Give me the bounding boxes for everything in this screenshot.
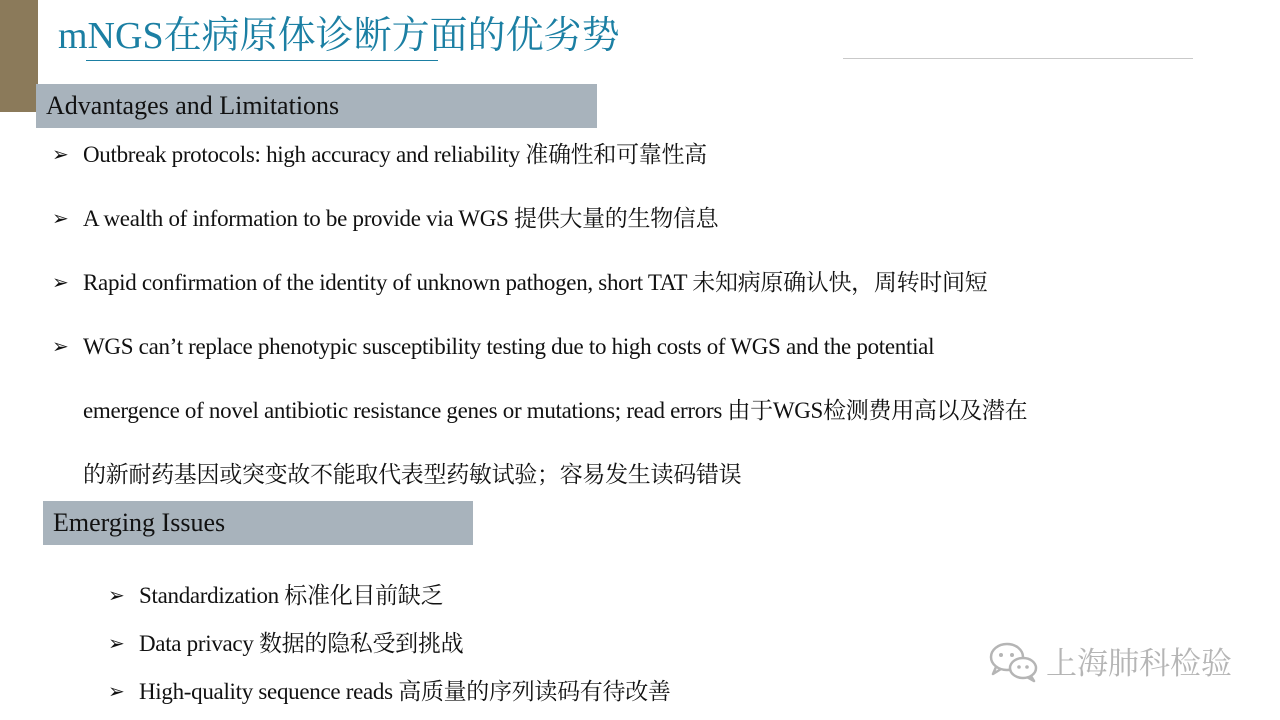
section-heading-emerging-issues: Emerging Issues — [43, 501, 473, 545]
bullet-item: Data privacy 数据的隐私受到挑战 — [139, 631, 464, 656]
wechat-icon — [988, 640, 1040, 684]
arrow-bullet-icon: ➢ — [52, 144, 69, 166]
arrow-bullet-icon: ➢ — [108, 681, 125, 703]
bullet-item: Outbreak protocols: high accuracy and reliability 准确性和可靠性高 — [83, 142, 707, 167]
bullet-item: A wealth of information to be provide via WGS 提供大量的生物信息 — [83, 206, 719, 231]
arrow-bullet-icon: ➢ — [108, 633, 125, 655]
slide-title: mNGS在病原体诊断方面的优劣势 — [58, 15, 620, 57]
title-underline — [86, 60, 438, 61]
bullet-item-line: 的新耐药基因或突变故不能取代表型药敏试验；容易发生读码错误 — [83, 462, 742, 487]
arrow-bullet-icon: ➢ — [52, 336, 69, 358]
bullet-item: Rapid confirmation of the identity of unknown pathogen, short TAT 未知病原确认快，周转时间短 — [83, 270, 988, 295]
bullet-item: High-quality sequence reads 高质量的序列读码有待改善 — [139, 679, 671, 704]
section-heading-advantages: Advantages and Limitations — [36, 84, 597, 128]
arrow-bullet-icon: ➢ — [108, 585, 125, 607]
accent-bar — [0, 0, 38, 112]
bullet-item: Standardization 标准化目前缺乏 — [139, 583, 444, 608]
arrow-bullet-icon: ➢ — [52, 208, 69, 230]
bullet-item-line: emergence of novel antibiotic resistance genes or mutations; read errors 由于WGS检测费用高以及潜在 — [83, 398, 1028, 423]
title-rule — [843, 58, 1193, 59]
bullet-item-line: WGS can’t replace phenotypic susceptibility testing due to high costs of WGS and the potential — [83, 334, 935, 359]
watermark-text: 上海肺科检验 — [1046, 646, 1232, 682]
arrow-bullet-icon: ➢ — [52, 272, 69, 294]
